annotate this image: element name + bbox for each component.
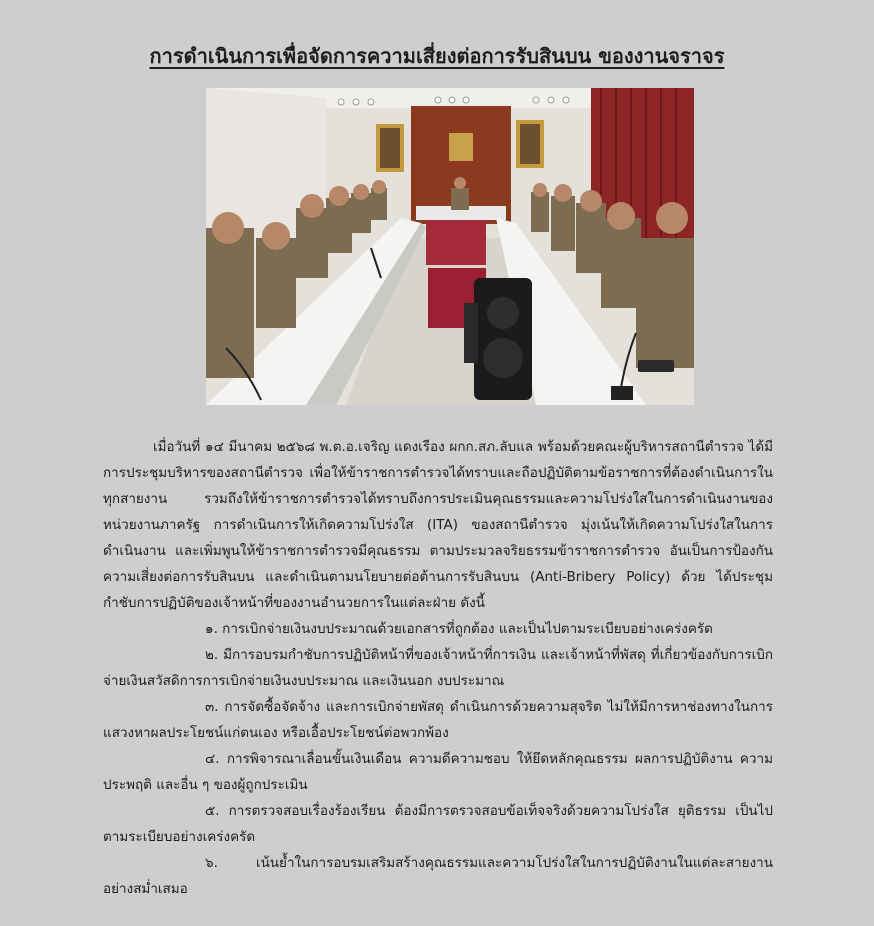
body-text — [103, 434, 773, 902]
list-item-2: ๒. มีการอบรมกำชับการปฏิบัติหน้าที่ของเจ้าหน้าที่การเงิน และเจ้าหน้าที่พัสดุ ที่เกี่ยวข้องกับการเบิกจ่ายเงินสวัสดิการการเบิกจ่ายเงินงบประมาณ และเงินนอก งบประมาณ — [103, 647, 773, 689]
document-title: การดำเนินการเพื่อจัดการความเสี่ยงต่อการรับสินบน ของงานจราจร — [149, 44, 725, 68]
list-item-3: ๓. การจัดซื้อจัดจ้าง และการเบิกจ่ายพัสดุ ดำเนินการด้วยความสุจริต ไม่ให้มีการหาช่องทางในการแสวงหาผลประโยชน์แก่ตนเอง หรือเอื้อประโยชน์ต่อพวกพ้อง — [103, 699, 773, 741]
meeting-photo — [206, 88, 694, 405]
list-item-5: ๕. การตรวจสอบเรื่องร้องเรียน ต้องมีการตรวจสอบข้อเท็จจริงด้วยความโปร่งใส ยุติธรรม เป็นไปตามระเบียบอย่างเคร่งครัด — [103, 803, 773, 845]
list-item-4: ๔. การพิจารณาเลื่อนขั้นเงินเดือน ความดีความชอบ ให้ยึดหลักคุณธรรม ผลการปฏิบัติงาน ความประพฤติ และอื่น ๆ ของผู้ถูกประเมิน — [103, 751, 773, 793]
list-item-1: ๑. การเบิกจ่ายเงินงบประมาณด้วยเอกสารที่ถูกต้อง และเป็นไปตามระเบียบอย่างเคร่งครัด — [205, 621, 713, 637]
intro-paragraph: เมื่อวันที่ ๑๔ มีนาคม ๒๕๖๘ พ.ต.อ.เจริญ แดงเรือง ผกก.สภ.ลับแล พร้อมด้วยคณะผู้บริหารสถานีตำรวจ ได้มีการประชุมบริหารของสถานีตำรวจ เพื่อให้ข้าราชการตำรวจได้ทราบและถือปฏิบัติตามข้อราชการที่ต้องดำเนินการในทุกสายงาน รวมถึงให้ข้าราชการตำรวจได้ทราบถึงการประเมินคุณธรรมและความโปร่งใสในการดำเนินงานของหน่วยงานภาครัฐ การดำเนินการให้เกิดความโปร่งใส (ITA) ของสถานีตำรวจ มุ่งเน้นให้เกิดความโปร่งใสในการดำเนินงาน และเพิ่มพูนให้ข้าราชการตำรวจมีคุณธรรม ตามประมวลจริยธรรมข้าราชการตำรวจ อันเป็นการป้องกันความเสี่ยงต่อการรับสินบน และดำเนินตามนโยบายต่อต้านการรับสินบน (Anti-Bribery Policy) ด้วย ได้ประชุมกำชับการปฏิบัติของเจ้าหน้าที่ของงานอำนวยการในแต่ละฝ่าย ดังนี้ — [103, 439, 773, 611]
list-item-6: ๖. เน้นย้ำในการอบรมเสริมสร้างคุณธรรมและความโปร่งใสในการปฏิบัติงานในแต่ละสายงาน อย่างสม่ำเสมอ — [103, 855, 773, 897]
